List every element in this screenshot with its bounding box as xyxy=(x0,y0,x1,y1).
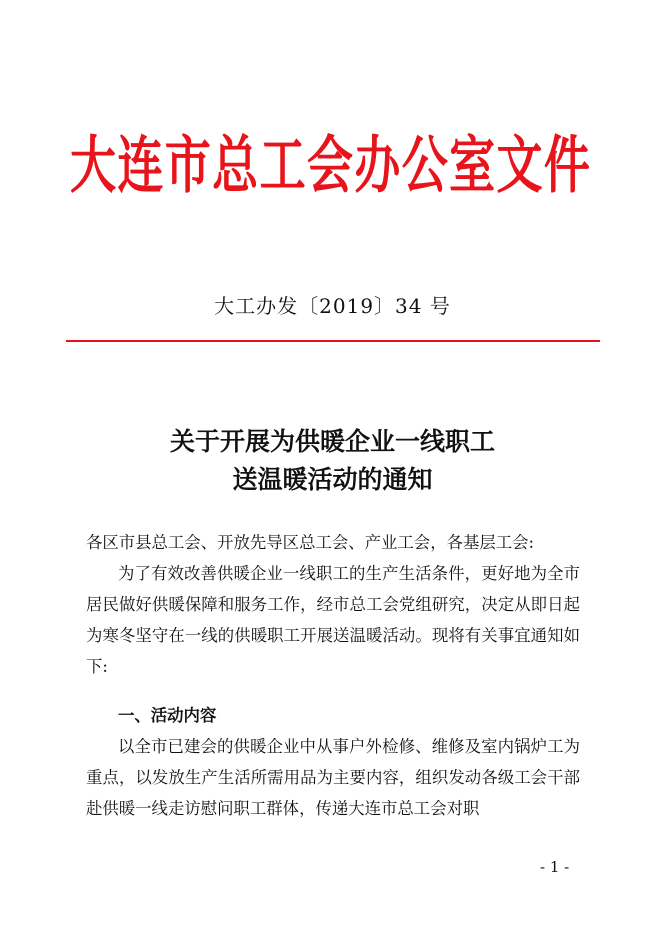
salutation: 各区市县总工会、开放先导区总工会、产业工会，各基层工会: xyxy=(86,533,535,552)
document-title-line-2: 送温暖活动的通知 xyxy=(232,465,433,494)
header-char: 文 xyxy=(496,128,543,202)
issuing-office-header xyxy=(70,104,590,226)
header-char: 件 xyxy=(543,128,590,202)
header-char: 公 xyxy=(401,128,448,202)
red-divider-line xyxy=(66,340,600,342)
section-heading-1: 一、活动内容 xyxy=(118,706,217,725)
body-paragraph-1: 为了有效改善供暖企业一线职工的生产生活条件，更好地为全市居民做好供暖保障和服务工作，经市总工会党组研究，决定从即日起为寒冬坚守在一线的供暖职工开展送温暖活动。现将有关事宜通知如下: xyxy=(86,564,580,676)
header-char: 室 xyxy=(449,128,496,202)
header-char: 市 xyxy=(164,128,211,202)
header-char: 办 xyxy=(354,128,401,202)
header-char: 连 xyxy=(117,128,164,202)
header-char: 工 xyxy=(259,128,306,202)
header-char: 总 xyxy=(212,128,259,202)
body-paragraph-2: 以全市已建会的供暖企业中从事户外检修、维修及室内锅炉工为重点，以发放生产生活所需用品为主要内容，组织发动各级工会干部赴供暖一线走访慰问职工群体，传递大连市总工会对职 xyxy=(86,737,580,818)
page-number: - 1 - xyxy=(540,858,570,876)
document-number: 大工办发〔2019〕34 号 xyxy=(214,294,451,318)
header-char: 会 xyxy=(306,128,353,202)
document-title-line-1: 关于开展为供暖企业一线职工 xyxy=(169,427,495,456)
header-char: 大 xyxy=(70,128,116,202)
